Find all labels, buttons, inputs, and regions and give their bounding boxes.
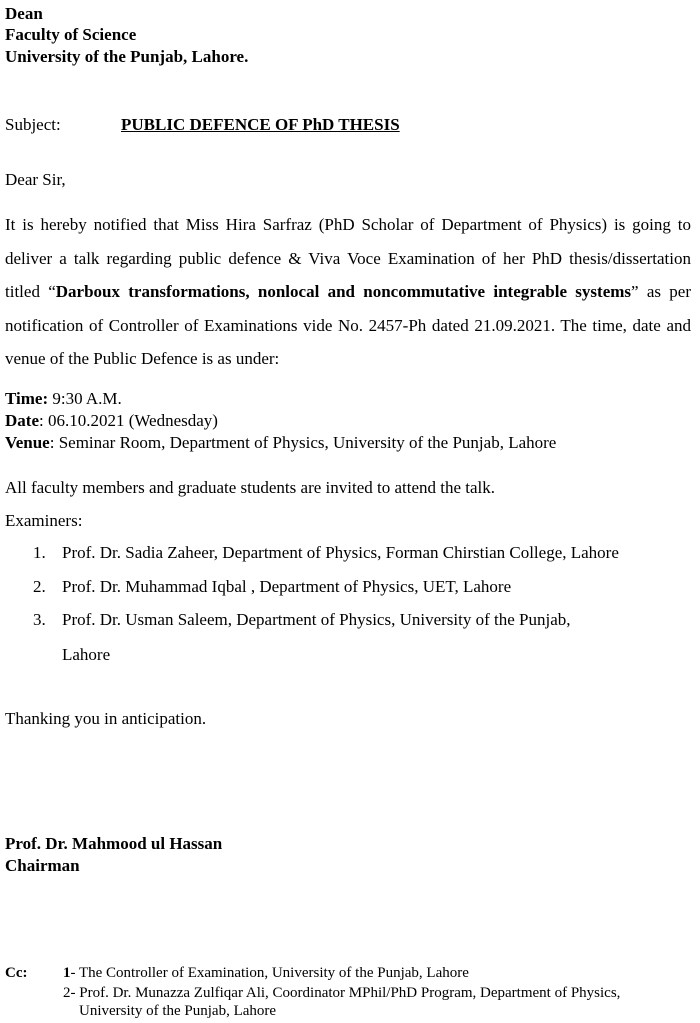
time-value: 9:30 A.M. — [48, 389, 122, 408]
examiner-text: Prof. Dr. Muhammad Iqbal , Department of Physics, UET, Lahore — [62, 577, 512, 596]
signatory-title: Chairman — [5, 856, 80, 875]
recipient-line-2: Faculty of Science — [5, 25, 137, 44]
examiner-number: 2. — [33, 577, 46, 596]
body-text-part-2: ” as per notification of Controller of Examinations vide No. 2457-Ph dated 21.09.2021. The time, date and venue of the Public Defence is as under: — [5, 282, 691, 368]
examiner-text-continued: Lahore — [62, 645, 111, 664]
cc-item-continued: University of the Punjab, Lahore — [79, 1003, 277, 1019]
thesis-title: Darboux transformations, nonlocal and noncommutative integrable systems — [55, 282, 632, 301]
time-label: Time: — [5, 389, 49, 408]
examiner-number: 3. — [33, 610, 46, 629]
venue-row — [5, 432, 556, 454]
salutation: Dear Sir, — [5, 170, 66, 189]
recipient-line-3: University of the Punjab, Lahore. — [5, 47, 249, 66]
cc-item-text: - Prof. Dr. Munazza Zulfiqar Ali, Coordinator MPhil/PhD Program, Department of Physics, — [70, 985, 621, 1001]
cc-item-number: 1 — [63, 965, 71, 981]
examiner-number: 1. — [33, 543, 46, 562]
cc-item — [63, 984, 620, 1003]
cc-item-text: - The Controller of Examination, University of the Punjab, Lahore — [70, 965, 469, 981]
date-row — [5, 410, 218, 432]
subject-title: PUBLIC DEFENCE OF PhD THESIS — [121, 115, 400, 134]
examiners-heading: Examiners: — [5, 511, 83, 530]
signatory-name: Prof. Dr. Mahmood ul Hassan — [5, 834, 223, 853]
venue-label: Venue — [5, 433, 50, 452]
cc-label: Cc: — [5, 965, 28, 981]
venue-value: : Seminar Room, Department of Physics, University of the Punjab, Lahore — [49, 433, 557, 452]
cc-item-number: 2 — [63, 985, 71, 1001]
invitation-text: All faculty members and graduate students are invited to attend the talk. — [5, 478, 496, 497]
date-label: Date — [5, 411, 39, 430]
cc-item — [63, 964, 469, 983]
time-row — [5, 388, 122, 410]
examiner-text: Prof. Dr. Usman Saleem, Department of Physics, University of the Punjab, — [62, 610, 571, 629]
date-value: : 06.10.2021 (Wednesday) — [38, 411, 218, 430]
examiner-text: Prof. Dr. Sadia Zaheer, Department of Physics, Forman Chirstian College, Lahore — [62, 543, 619, 562]
body-paragraph — [5, 208, 691, 376]
body-text-part-1: It is hereby notified that Miss Hira Sarfraz (PhD Scholar of Department of Physics) is going to deliver a talk regarding public defence & Viva Voce Examination of her PhD thesis/dissertation titled “ — [5, 215, 691, 301]
recipient-line-1: Dean — [5, 4, 43, 23]
closing-text: Thanking you in anticipation. — [5, 709, 207, 728]
subject-label: Subject: — [5, 115, 61, 134]
